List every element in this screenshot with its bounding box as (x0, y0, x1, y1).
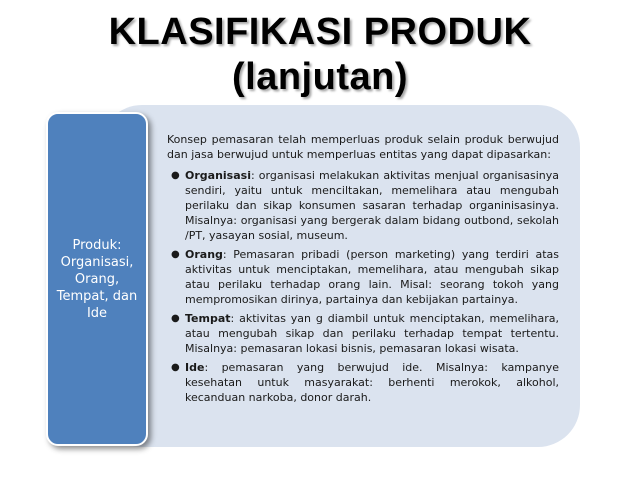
category-label-line: Ide (86, 305, 108, 321)
intro-paragraph: Konsep pemasaran telah memperluas produk selain produk berwujud dan jasa berwujud untuk memperluas entitas yang dapat dipasarkan: (167, 133, 559, 161)
slide-title (0, 10, 640, 100)
category-label-line: Orang, (74, 271, 120, 287)
category-label-line: Tempat, dan (56, 288, 138, 304)
category-label-line: Organisasi, (60, 254, 134, 270)
bullet-dot-icon: ● (171, 249, 180, 260)
category-label-line: Produk: (72, 237, 122, 253)
bullet-dot-icon: ● (171, 362, 180, 373)
item-term: Tempat (185, 312, 231, 325)
item-description: : aktivitas yan g diambil untuk menciptakan, memelihara, atau mengubah sikap dan perilaku terhadap tempat tertentu. Misalnya: pemasaran lokasi bisnis, pemasaran lokasi wisata. (185, 312, 559, 355)
item-term: Organisasi (185, 169, 251, 182)
bullet-dot-icon: ● (171, 313, 180, 324)
category-box (46, 112, 148, 446)
product-type-list (167, 168, 559, 405)
list-item-ide (167, 360, 559, 405)
list-item-organisasi (167, 168, 559, 243)
slide-title-line-1: KLASIFIKASI PRODUK (108, 11, 532, 53)
bullet-dot-icon: ● (171, 170, 180, 181)
category-label (50, 237, 144, 322)
item-description: : organisasi melakukan aktivitas menjual organisasinya sendiri, yaitu untuk menciltakan, memelihara atau mengubah perilaku dan sikap konsumen sasaran terhadap organinisasinya. Misalnya: organisasi yang bergerak dalam bidang outbond, sekolah /PT, yasayan sosial, museum. (185, 169, 559, 242)
slide-title-line-2: (lanjutan) (232, 56, 408, 98)
list-item-orang (167, 247, 559, 307)
item-term: Orang (185, 248, 223, 261)
item-term: Ide (185, 361, 205, 374)
content-text (167, 132, 559, 409)
list-item-tempat (167, 311, 559, 356)
item-description: : pemasaran yang berwujud ide. Misalnya: kampanye kesehatan untuk masyarakat: berhenti merokok, alkohol, kecanduan narkoba, donor darah. (185, 361, 559, 404)
item-description: : Pemasaran pribadi (person marketing) yang terdiri atas aktivitas untuk menciptakan, memelihara, atau mengubah sikap atau perilaku terhadap orang lain. Misal: seorang tokoh yang mempromosikan dirinya, partainya dan kebijakan partainya. (185, 248, 559, 306)
